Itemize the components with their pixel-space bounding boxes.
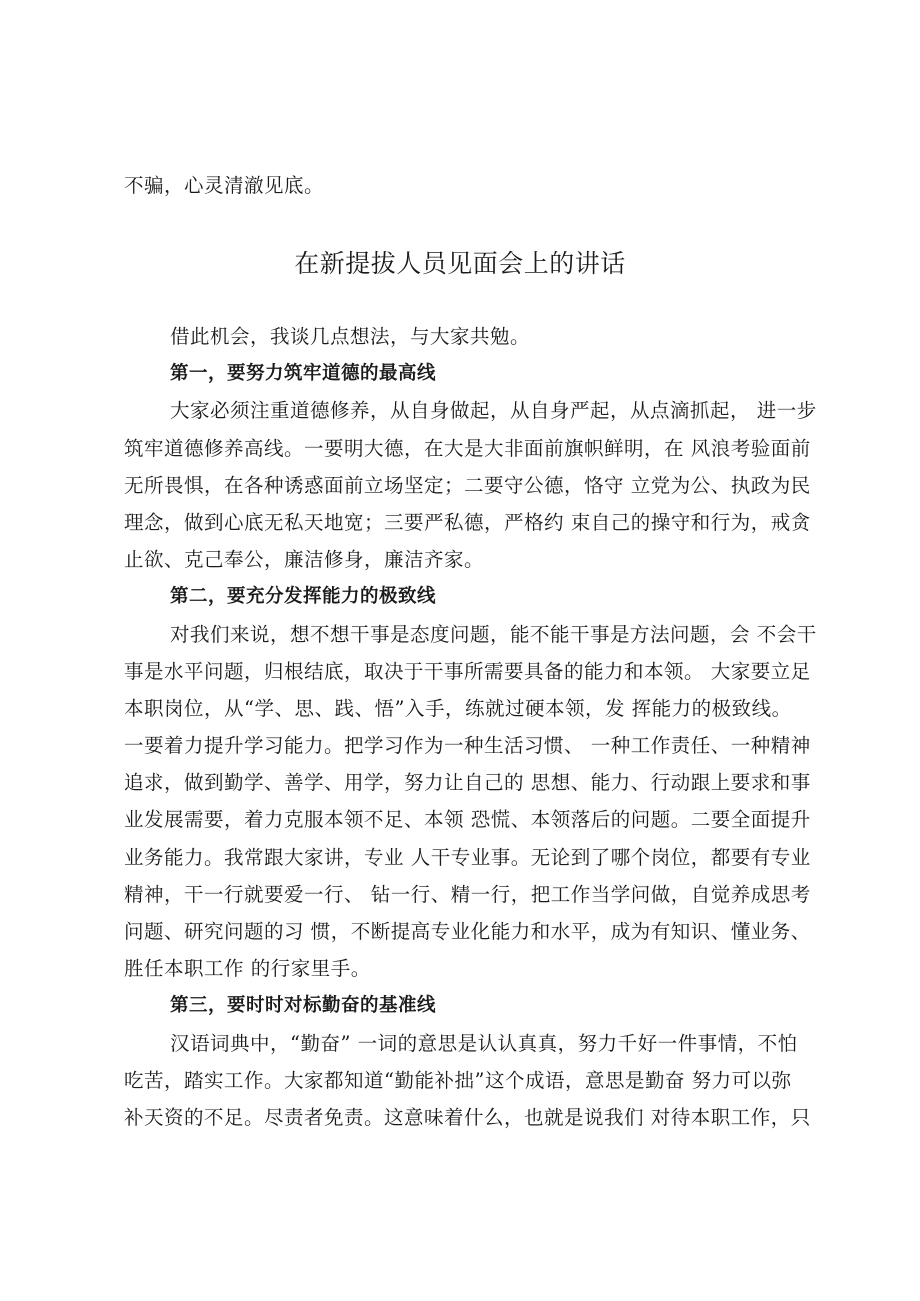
- section-1-line: 无所畏惧，在各种诱惑面前立场坚定；二要守公德，恪守 立党为公、执政为民: [124, 474, 811, 497]
- section-1-line: 大家必须注重道德修养，从自身做起，从自身严起，从点滴抓起， 进一步: [170, 399, 817, 422]
- section-2-line: 精神，干一行就要爱一行、 钻一行、精一行，把工作当学问做，自觉养成思考: [124, 883, 811, 906]
- previous-page-tail: 不骗，心灵清澈见底。: [124, 174, 325, 197]
- section-2-line: 追求，做到勤学、善学、用学，努力让自己的 思想、能力、行动跟上要求和事: [124, 771, 811, 794]
- section-2-line: 业务能力。我常跟大家讲，专业 人干专业事。无论到了哪个岗位，都要有专业: [124, 846, 811, 869]
- section-2-line: 胜任本职工作 的行家里手。: [124, 957, 371, 980]
- section-3-line: 汉语词典中，“勤奋” 一词的意思是认认真真，努力千好一件事情，不怕: [170, 1032, 798, 1055]
- section-2-line: 业发展需要，着力克服本领不足、本领 恐慌、本领落后的问题。二要全面提升: [124, 808, 811, 831]
- section-2-line: 事是水平问题，归根结底，取决于干事所需要具备的能力和本领。 大家要立足: [124, 660, 811, 683]
- intro-paragraph: 借此机会，我谈几点想法，与大家共勉。: [170, 325, 531, 348]
- section-2-line: 一要着力提升学习能力。把学习作为一种生活习惯、 一种工作责任、一种精神: [124, 734, 811, 757]
- section-2-line: 对我们来说，想不想干事是态度问题，能不能干事是方法问题，会 不会干: [170, 623, 817, 646]
- section-1-heading: 第一，要努力筑牢道德的最高线: [170, 363, 437, 384]
- section-3-line: 吃苦，踏实工作。大家都知道“勤能补拙”这个成语，意思是勤奋 努力可以弥: [124, 1069, 792, 1092]
- section-2-line: 本职岗位，从“学、思、践、悟”入手，练就过硬本领，发 挥能力的极致线。: [124, 697, 792, 720]
- section-3-heading: 第三，要时时对标勤奋的基准线: [170, 995, 437, 1016]
- section-2-line: 问题、研究问题的习 惯，不断提高专业化能力和水平，成为有知识、懂业务、: [124, 920, 811, 943]
- document-title: 在新提拔人员见面会上的讲话: [294, 249, 626, 278]
- section-1-line: 理念，做到心底无私天地宽；三要严私德，严格约 束自己的操守和行为，戒贪: [124, 511, 811, 534]
- section-3-line: 补天资的不足。尽责者免责。这意味着什么，也就是说我们 对待本职工作，只: [124, 1106, 811, 1129]
- section-1-line: 筑牢道德修养高线。一要明大德，在大是大非面前旗帜鲜明，在 风浪考验面前: [124, 437, 811, 460]
- section-2-heading: 第二，要充分发挥能力的极致线: [170, 586, 437, 607]
- section-1-line: 止欲、克己奉公，廉洁修身，廉洁齐家。: [124, 548, 485, 571]
